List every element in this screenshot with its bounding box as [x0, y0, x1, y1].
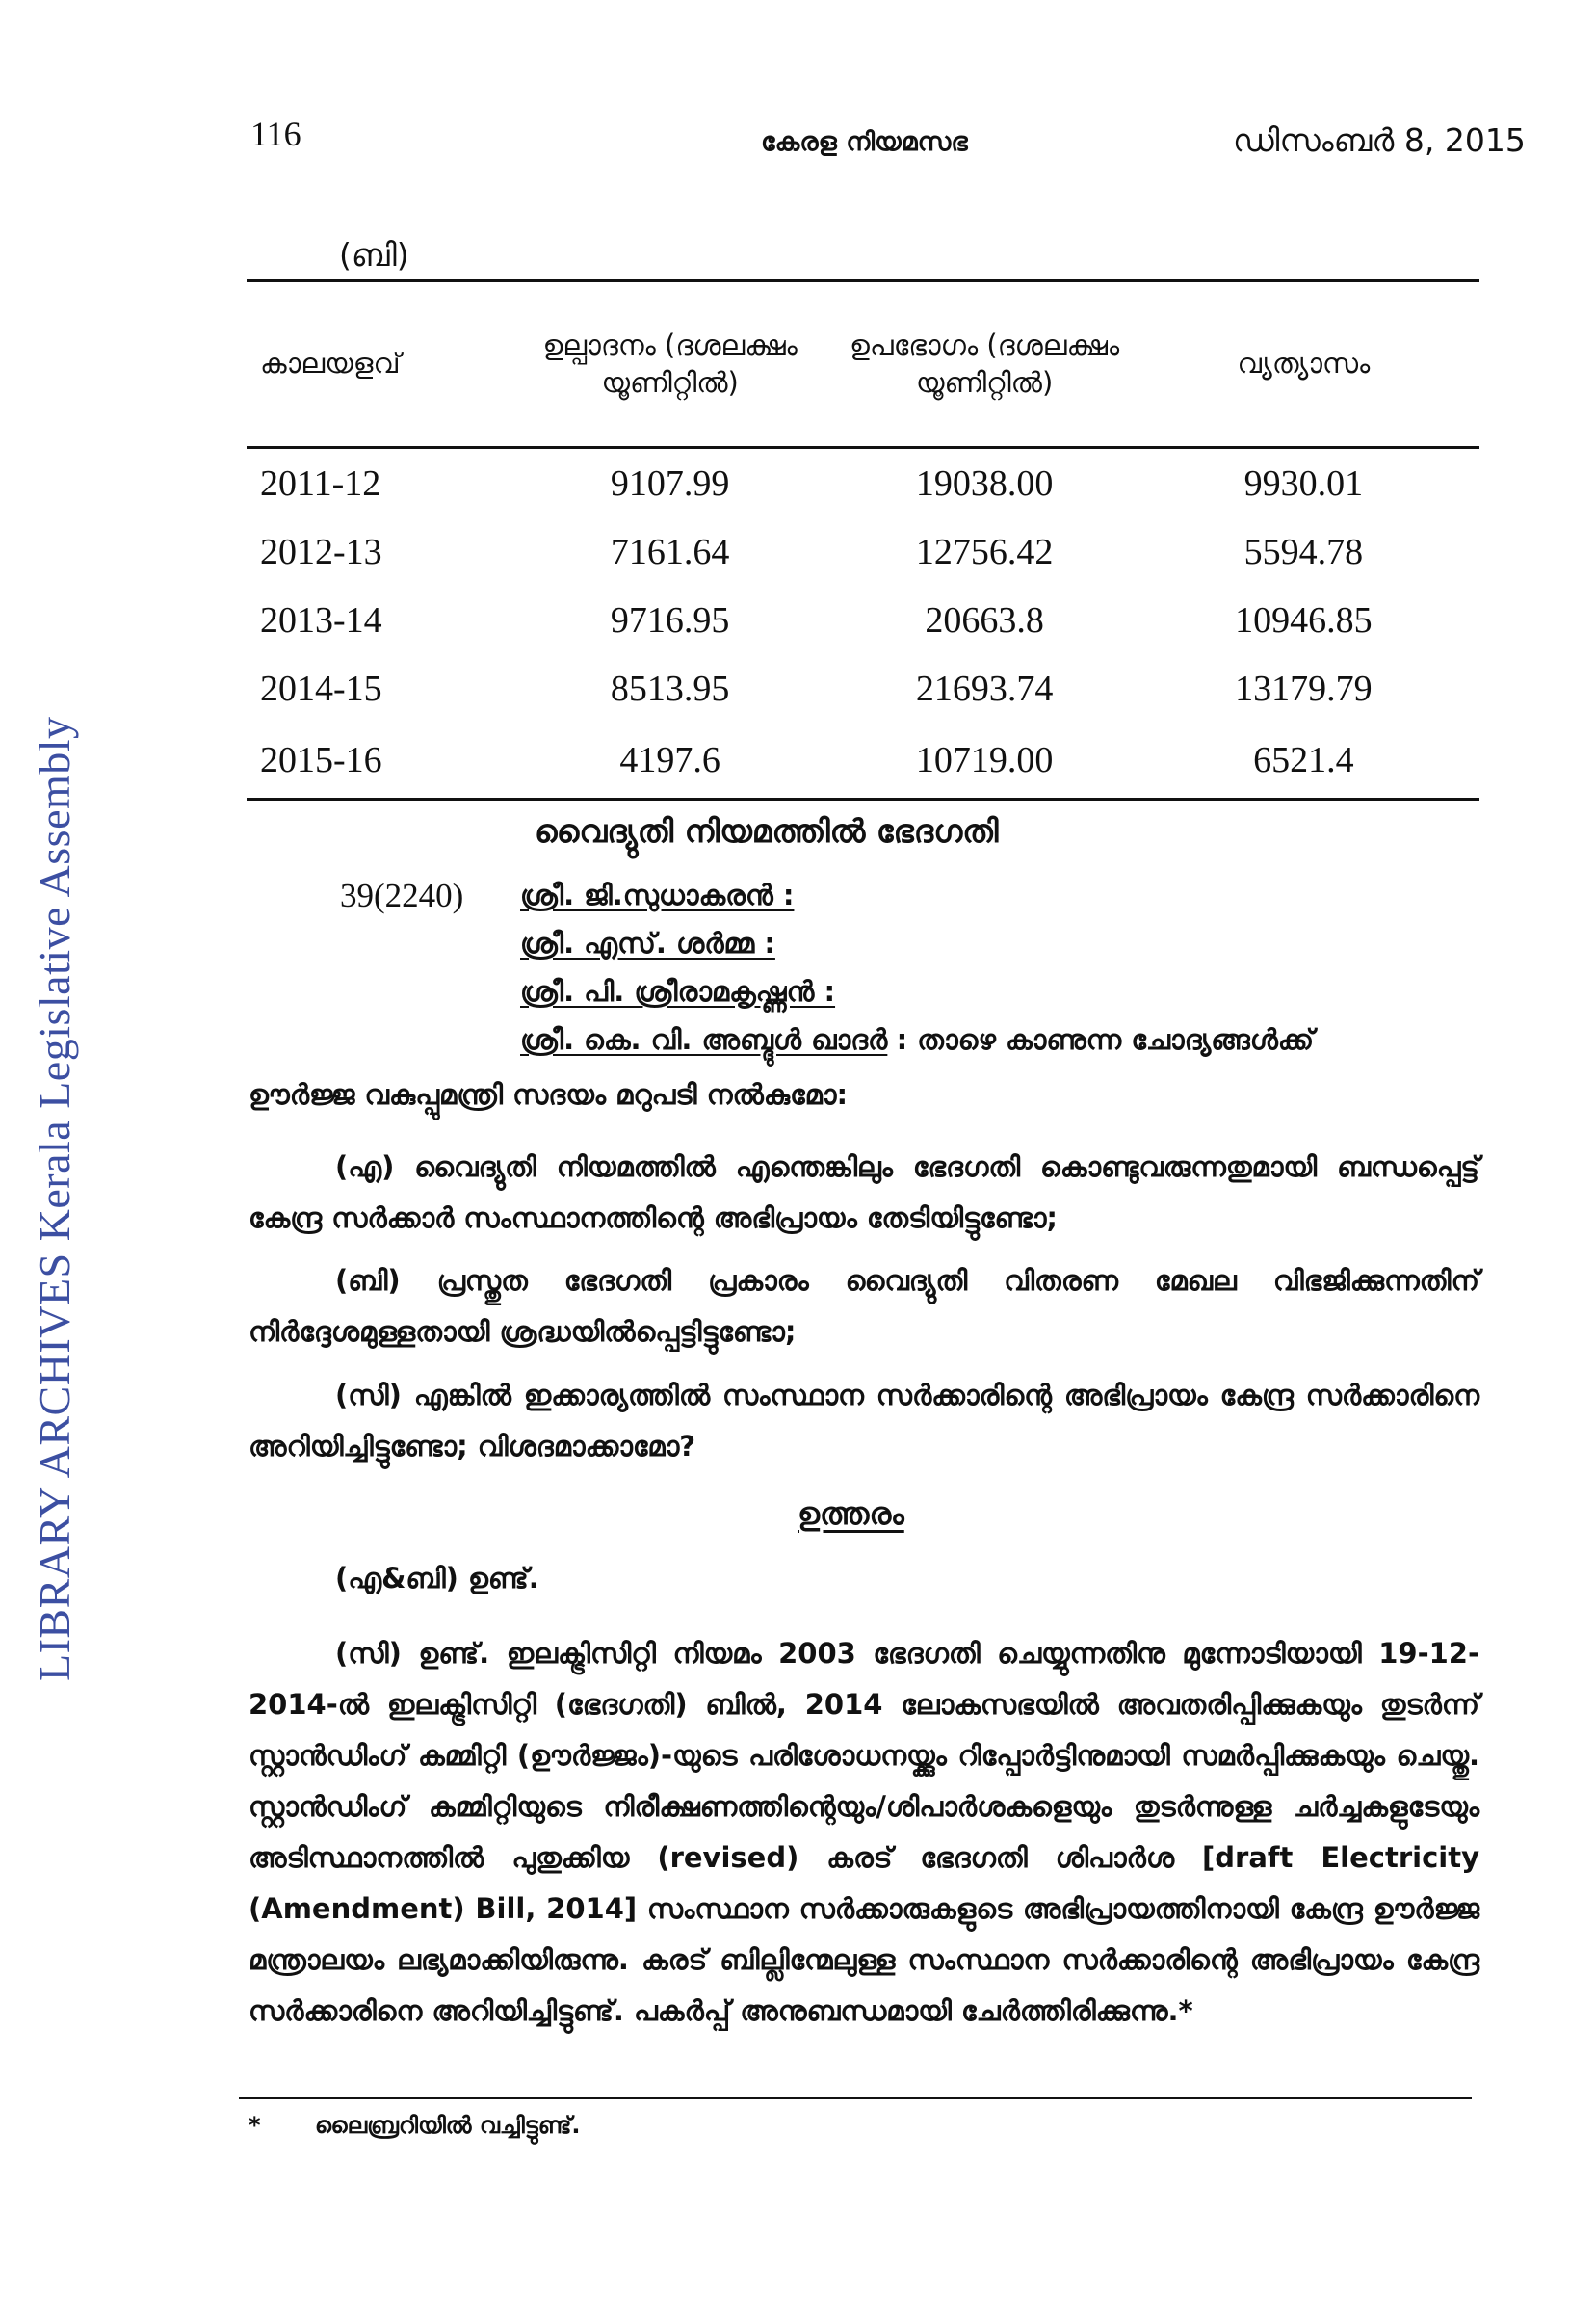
member-name: ശ്രീ. കെ. വി. അബ്ദുൾ ഖാദർ: [520, 1023, 888, 1056]
question-request-tail: : താഴെ കാണുന്ന ചോദ്യങ്ങൾക്ക്: [896, 1023, 1315, 1056]
table-row: [247, 517, 1479, 586]
question-part-b: [249, 1255, 1479, 1357]
table-row: [247, 723, 1479, 800]
table-cell: 2015-16: [247, 723, 499, 800]
table-cell: 4197.6: [499, 723, 842, 800]
table-cell: 2014-15: [260, 668, 382, 709]
table-cell: 10719.00: [841, 723, 1127, 800]
member-name: ശ്രീ. പി. ശ്രീരാമകൃഷ്ണൻ :: [520, 975, 836, 1008]
footnote-marker: *: [249, 2112, 261, 2139]
running-date: ഡിസംബർ 8, 2015: [1233, 121, 1526, 159]
member-line: [520, 975, 835, 1009]
footnote-text: ലൈബ്രറിയിൽ വച്ചിട്ടുണ്ട്.: [314, 2112, 581, 2139]
member-line: [520, 879, 794, 912]
column-header-consumption: ഉപഭോഗം (ദശലക്ഷം യൂണിറ്റിൽ): [841, 281, 1127, 448]
table-row: [247, 586, 1479, 654]
page-number: 116: [250, 115, 301, 153]
question-part-c-text: (സി) എങ്കിൽ ഇക്കാര്യത്തിൽ സംസ്ഥാന സർക്കാരിന്റെ അഭിപ്രായം കേന്ദ്ര സർക്കാരിനെ അറിയിച്ചിട്ടുണ്ടോ; വിശദമാക്കാമോ?: [249, 1379, 1479, 1463]
member-name: ശ്രീ. എസ്. ശർമ്മ :: [520, 927, 775, 960]
column-header-difference: വ്യത്യാസം: [1128, 281, 1479, 448]
table-cell: 2012-13: [260, 531, 382, 572]
answer-heading: ഉത്തരം: [798, 1495, 904, 1532]
table-row: [247, 654, 1479, 723]
table-cell: 19038.00: [915, 462, 1054, 504]
answer-ab-text: (എ&ബി) ഉണ്ട്.: [335, 1562, 539, 1594]
footnote-divider: [239, 2097, 1472, 2099]
table-cell: 9716.95: [610, 599, 730, 641]
table-label: (ബി): [339, 236, 409, 274]
member-line: [520, 1023, 1314, 1057]
table-cell: 13179.79: [1235, 668, 1373, 709]
table-header-row: [247, 281, 1479, 448]
side-watermark: LIBRARY ARCHIVES Kerala Legislative Assembly: [30, 716, 79, 1681]
table-cell: 10946.85: [1235, 599, 1373, 641]
question-heading: വൈദ്യുതി നിയമത്തിൽ ഭേദഗതി: [535, 812, 999, 850]
member-line: [520, 927, 775, 961]
table-cell: 12756.42: [915, 531, 1054, 572]
question-part-b-text: (ബി) പ്രസ്തുത ഭേദഗതി പ്രകാരം വൈദ്യുതി വിതരണ മേഖല വിഭജിക്കുന്നതിന് നിർദ്ദേശമുള്ളതായി ശ്രദ്ധയിൽപ്പെട്ടിട്ടുണ്ടോ;: [249, 1264, 1479, 1348]
column-header-period: കാലയളവ്: [247, 281, 499, 448]
question-part-a: [249, 1142, 1479, 1244]
table-cell: 2013-14: [260, 599, 382, 641]
question-part-c: [249, 1370, 1479, 1472]
table-cell: 20663.8: [925, 599, 1044, 641]
running-title: കേരള നിയമസഭ: [761, 127, 968, 157]
answer-c-text: (സി) ഉണ്ട്. ഇലക്ട്രിസിറ്റി നിയമം 2003 ഭേദഗതി ചെയ്യുന്നതിനു മുന്നോടിയായി 19-12-2014-ൽ ഇലക്ട്രിസിറ്റി (ഭേദഗതി) ബിൽ, 2014 ലോകസഭയിൽ അവതരിപ്പിക്കുകയും തുടർന്ന് സ്റ്റാൻഡിംഗ് കമ്മിറ്റി (ഊർജ്ജം)-യുടെ പരിശോധനയ്ക്കും റിപ്പോർട്ടിനുമായി സമർപ്പിക്കുകയും ചെയ്തു. സ്റ്റാൻഡിംഗ് കമ്മിറ്റിയുടെ നിരീക്ഷണത്തിന്റെയും/ശിപാർശകളെയും തുടർന്നുള്ള ചർച്ചകളുടേയും അടിസ്ഥാനത്തിൽ പുതുക്കിയ (revised) കരട് ഭേദഗതി ശിപാർശ [draft Electricity (Amendment) Bill, 2014] സംസ്ഥാന സർക്കാരുകളുടെ അഭിപ്രായത്തിനായി കേന്ദ്ര ഊർജ്ജ മന്ത്രാലയം ലഭ്യമാക്കിയിരുന്നു. കരട് ബില്ലിന്മേലുള്ള സംസ്ഥാന സർക്കാരിന്റെ അഭിപ്രായം കേന്ദ്ര സർക്കാരിനെ അറിയിച്ചിട്ടുണ്ട്. പകർപ്പ് അനുബന്ധമായി ചേർത്തിരിക്കുന്നു.*: [249, 1637, 1479, 2027]
footnote: [249, 2112, 581, 2139]
table-cell: 2011-12: [260, 462, 381, 504]
table-cell: 5594.78: [1243, 531, 1364, 572]
answer-ab: [249, 1553, 1479, 1604]
table-cell: 9930.01: [1243, 462, 1364, 504]
question-number: 39(2240): [340, 877, 464, 914]
answer-c: [249, 1628, 1479, 2037]
table-cell: 21693.74: [915, 668, 1054, 709]
table-cell: 8513.95: [610, 668, 730, 709]
table-row: [247, 448, 1479, 518]
data-table: [247, 279, 1479, 801]
column-header-production: ഉല്പാദനം (ദശലക്ഷം യൂണിറ്റിൽ): [499, 281, 842, 448]
table-cell: 6521.4: [1128, 723, 1479, 800]
question-part-a-text: (എ) വൈദ്യുതി നിയമത്തിൽ എന്തെങ്കിലും ഭേദഗതി കൊണ്ടുവരുന്നതുമായി ബന്ധപ്പെട്ട് കേന്ദ്ര സർക്കാർ സംസ്ഥാനത്തിന്റെ അഭിപ്രായം തേടിയിട്ടുണ്ടോ;: [249, 1150, 1479, 1234]
question-request-line: ഊർജ്ജ വകുപ്പുമന്ത്രി സദയം മറുപടി നൽകുമോ:: [249, 1078, 849, 1111]
table-cell: 7161.64: [610, 531, 730, 572]
table-cell: 9107.99: [610, 462, 730, 504]
member-name: ശ്രീ. ജി.സുധാകരൻ :: [520, 879, 795, 911]
